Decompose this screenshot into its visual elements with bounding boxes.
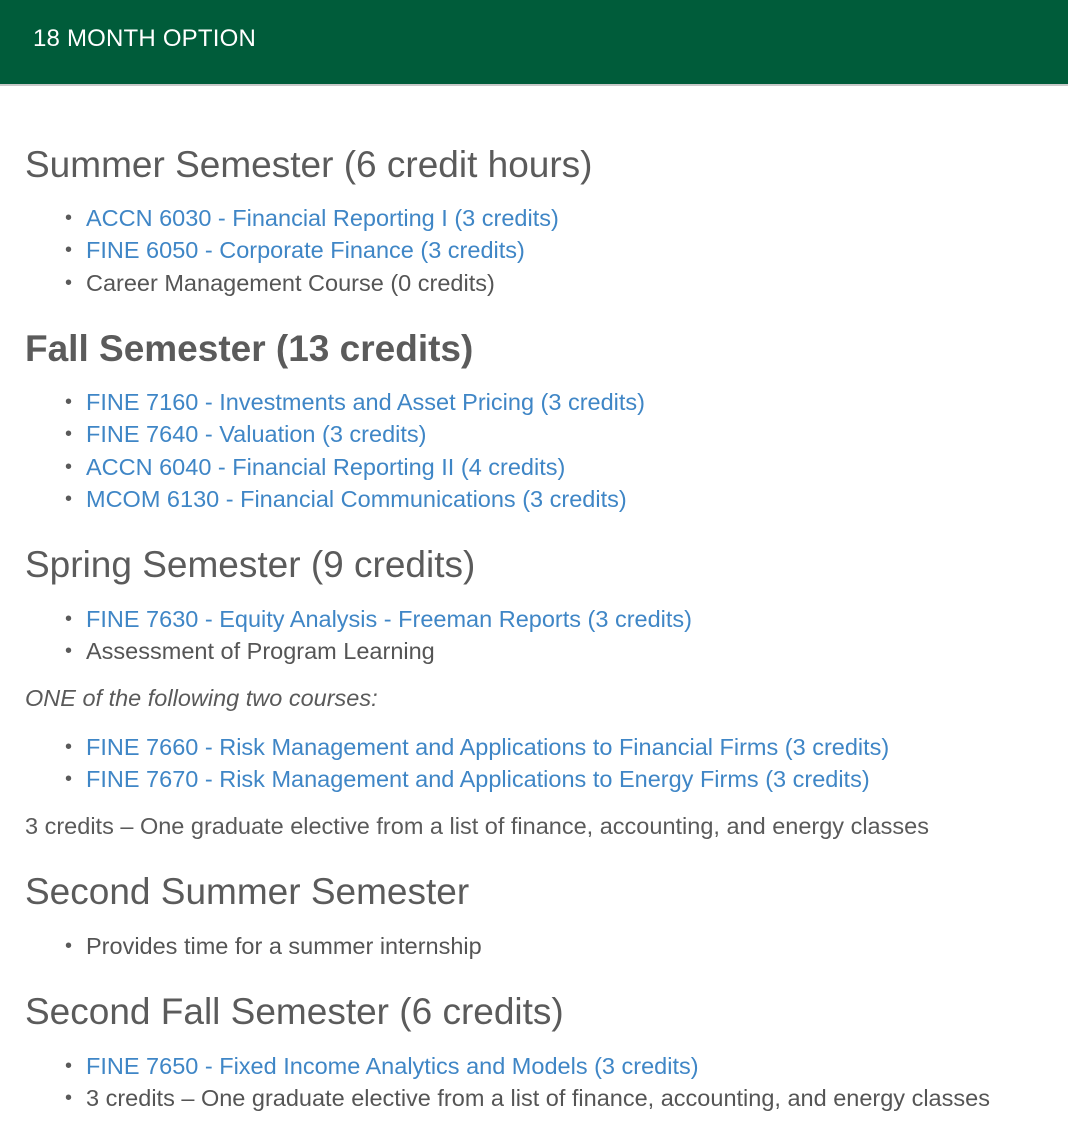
second-summer-semester-list [25, 930, 482, 962]
bullet-icon: • [65, 488, 73, 511]
bullet-icon: • [65, 271, 73, 294]
bullet-icon: • [65, 391, 73, 413]
course-link[interactable]: FINE 7640 - Valuation (3 credits) [86, 421, 427, 448]
bullet-icon: • [65, 1087, 73, 1110]
course-link[interactable]: FINE 7160 - Investments and Asset Pricing (3 credits) [86, 389, 646, 415]
spring-semester-list [25, 603, 692, 668]
bullet-icon: • [65, 1055, 73, 1077]
accordion-header[interactable] [0, 0, 1068, 86]
bullet-icon: • [65, 935, 73, 957]
list-item[interactable] [25, 763, 889, 795]
course-text: Career Management Course (0 credits) [86, 269, 495, 296]
course-text: Provides time for a summer internship [86, 933, 482, 959]
course-link[interactable]: FINE 7650 - Fixed Income Analytics and Models (3 credits) [86, 1053, 699, 1079]
course-link[interactable]: FINE 7660 - Risk Management and Applications to Financial Firms (3 credits) [86, 734, 890, 760]
list-item [25, 635, 692, 667]
bullet-icon: • [65, 455, 73, 478]
list-item[interactable] [25, 418, 645, 450]
bullet-icon: • [65, 640, 73, 663]
spring-semester-heading: Spring Semester (9 credits) [25, 544, 476, 585]
bullet-icon: • [65, 736, 73, 758]
course-link[interactable]: FINE 6050 - Corporate Finance (3 credits) [86, 237, 525, 264]
bullet-icon: • [65, 423, 73, 446]
course-link[interactable]: ACCN 6040 - Financial Reporting II (4 credits) [86, 453, 566, 480]
list-item[interactable] [25, 731, 889, 763]
course-link[interactable]: ACCN 6030 - Financial Reporting I (3 credits) [86, 205, 559, 231]
summer-semester-list [25, 202, 559, 299]
list-item[interactable] [25, 386, 645, 418]
list-item[interactable] [25, 451, 645, 483]
fall-semester-list [25, 386, 645, 516]
course-link[interactable]: FINE 7630 - Equity Analysis - Freeman Reports (3 credits) [86, 606, 692, 632]
list-item [25, 1082, 990, 1114]
second-fall-semester-heading: Second Fall Semester (6 credits) [25, 991, 564, 1032]
list-item[interactable] [25, 202, 559, 234]
course-text: Assessment of Program Learning [86, 638, 435, 665]
course-link[interactable]: FINE 7670 - Risk Management and Applications to Energy Firms (3 credits) [86, 766, 870, 793]
bullet-icon: • [65, 768, 73, 791]
choice-list [25, 731, 889, 796]
bullet-icon: • [65, 239, 73, 262]
summer-semester-heading: Summer Semester (6 credit hours) [25, 144, 593, 185]
list-item[interactable] [25, 483, 645, 515]
list-item[interactable] [25, 1050, 990, 1082]
accordion-title: 18 MONTH OPTION [33, 25, 257, 52]
list-item [25, 267, 559, 299]
second-fall-semester-list [25, 1050, 990, 1115]
second-summer-semester-heading: Second Summer Semester [25, 871, 470, 912]
list-item [25, 930, 482, 962]
bullet-icon: • [65, 207, 73, 229]
choice-note: ONE of the following two courses: [25, 685, 378, 711]
elective-note: 3 credits – One graduate elective from a list of finance, accounting, and energy classes [25, 813, 929, 839]
list-item[interactable] [25, 234, 559, 266]
course-link[interactable]: MCOM 6130 - Financial Communications (3 credits) [86, 486, 627, 513]
course-text: 3 credits – One graduate elective from a list of finance, accounting, and energy classes [86, 1085, 990, 1112]
list-item[interactable] [25, 603, 692, 635]
bullet-icon: • [65, 608, 73, 630]
fall-semester-heading: Fall Semester (13 credits) [25, 328, 474, 369]
